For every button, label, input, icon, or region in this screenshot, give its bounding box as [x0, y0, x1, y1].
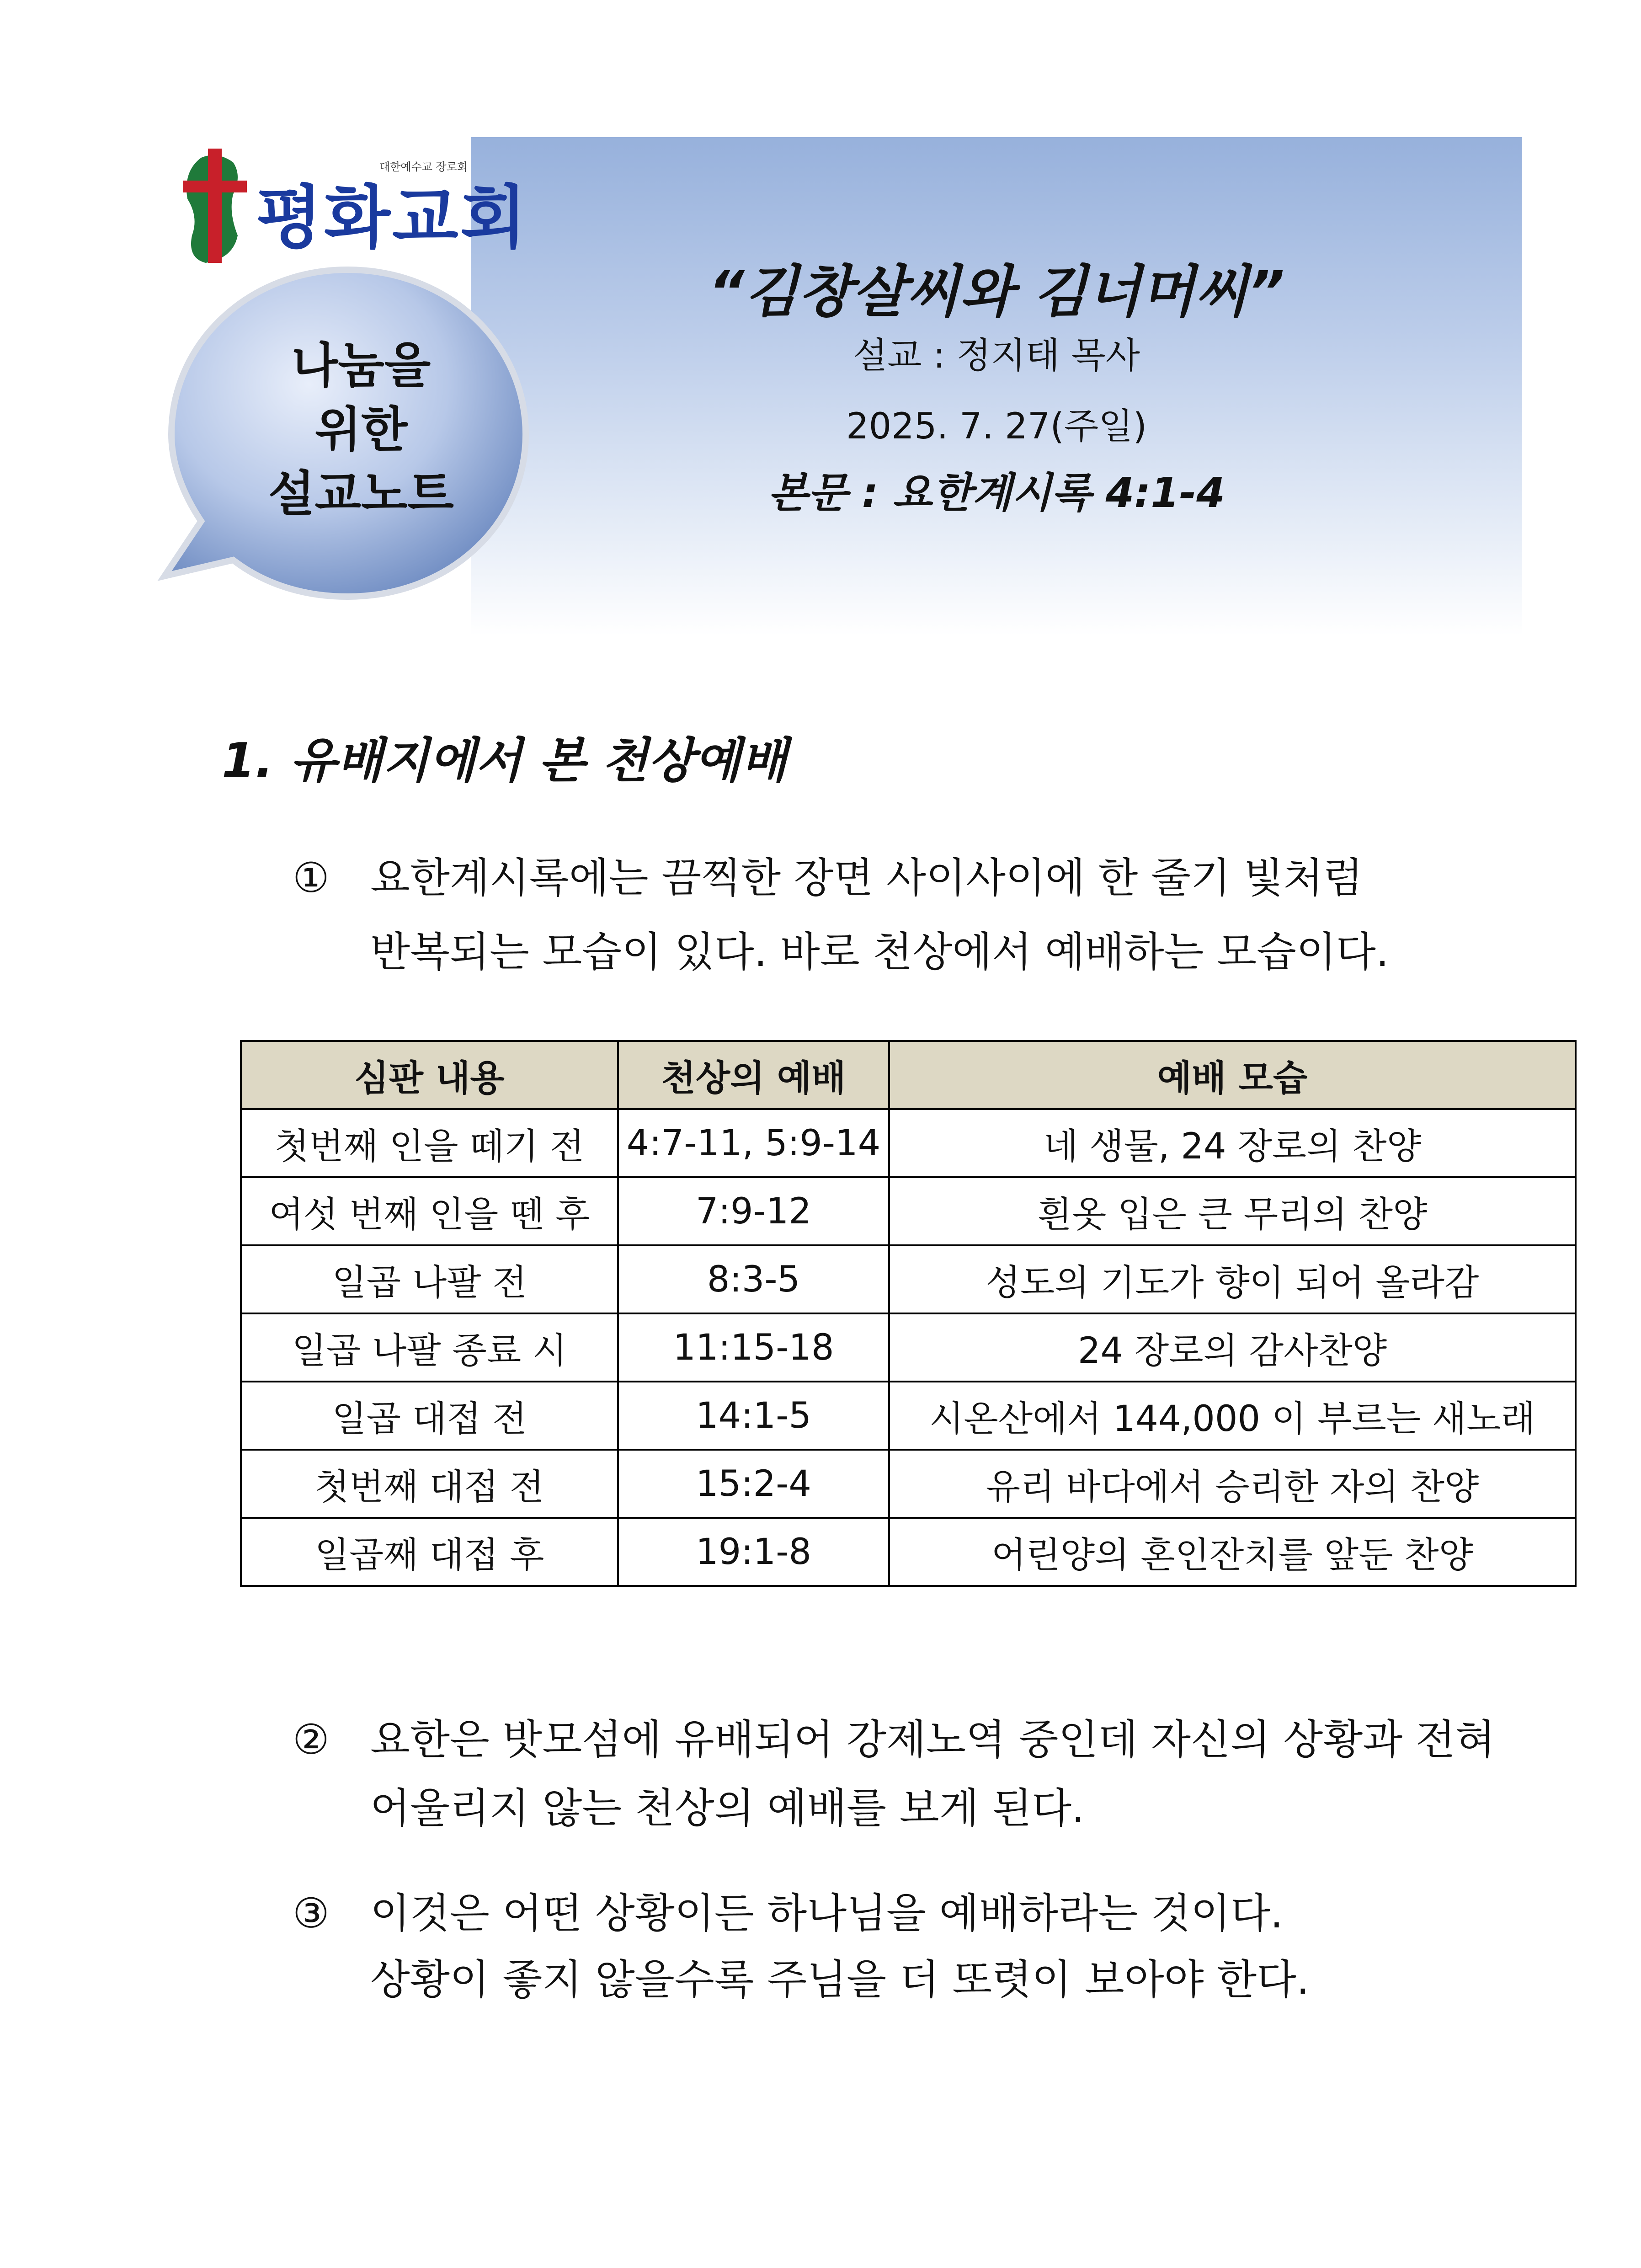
table-cell: 24 장로의 감사찬양: [889, 1313, 1576, 1382]
sermon-title: “김창살씨와 김너머씨”: [708, 259, 1285, 324]
logo-title: 평화교회: [256, 178, 528, 258]
table-cell: 시온산에서 144,000 이 부르는 새노래: [889, 1382, 1576, 1450]
paragraph-line: 요한계시록에는 끔찍한 장면 사이사이에 한 줄기 빛처럼: [370, 854, 1363, 902]
table-cell: 일곱 대접 전: [241, 1382, 618, 1450]
scripture-reference: 본문 : 요한계시록 4:1-4: [768, 469, 1225, 517]
table-cell: 네 생물, 24 장로의 찬양: [889, 1109, 1576, 1177]
paragraph-line: 요한은 밧모섬에 유배되어 강제노역 중인데 자신의 상황과 전혀: [370, 1716, 1495, 1764]
cross-logo-icon: [174, 144, 256, 267]
table-cell: 흰옷 입은 큰 무리의 찬양: [889, 1177, 1576, 1245]
table-cell: 첫번째 인을 떼기 전: [241, 1109, 618, 1177]
table-cell: 일곱째 대접 후: [241, 1518, 618, 1586]
table-row: [241, 1109, 1576, 1177]
table-cell: 19:1-8: [618, 1518, 889, 1586]
table-row: [241, 1177, 1576, 1245]
table-row: [241, 1450, 1576, 1518]
table-row: [241, 1518, 1576, 1586]
bubble-line: 설교노트: [268, 466, 454, 522]
paragraph-line: 이것은 어떤 상황이든 하나님을 예배하라는 것이다.: [370, 1889, 1284, 1937]
table-cell: 11:15-18: [618, 1313, 889, 1382]
table-header: 천상의 예배: [618, 1041, 889, 1109]
paragraph-line: 상황이 좋지 않을수록 주님을 더 또렷이 보아야 한다.: [370, 1956, 1310, 2004]
paragraph-number: ①: [293, 854, 330, 902]
section-title: 1. 유배지에서 본 천상예배: [222, 733, 787, 789]
table-cell: 일곱 나팔 전: [241, 1245, 618, 1313]
table-cell: 유리 바다에서 승리한 자의 찬양: [889, 1450, 1576, 1518]
table-cell: 15:2-4: [618, 1450, 889, 1518]
table-cell: 성도의 기도가 향이 되어 올라감: [889, 1245, 1576, 1313]
table-cell: 14:1-5: [618, 1382, 889, 1450]
preacher: 설교 : 정지태 목사: [852, 335, 1140, 376]
paragraph-3: [293, 1877, 1572, 2028]
table-cell: 여섯 번째 인을 뗀 후: [241, 1177, 618, 1245]
table-cell: 7:9-12: [618, 1177, 889, 1245]
paragraph-line: 반복되는 모습이 있다. 바로 천상에서 예배하는 모습이다.: [370, 928, 1389, 976]
table-cell: 어린양의 혼인잔치를 앞둔 찬양: [889, 1518, 1576, 1586]
worship-table: [240, 1040, 1575, 1587]
bubble-line: 나눔을: [291, 338, 431, 394]
paragraph-line: 어울리지 않는 천상의 예배를 보게 된다.: [370, 1784, 1085, 1832]
paragraph-number: ③: [293, 1889, 330, 1937]
table-cell: 8:3-5: [618, 1245, 889, 1313]
table-cell: 첫번째 대접 전: [241, 1450, 618, 1518]
table-row: [241, 1313, 1576, 1382]
table-cell: 일곱 나팔 종료 시: [241, 1313, 618, 1382]
sermon-date: 2025. 7. 27(주일): [846, 406, 1147, 447]
table-row: [241, 1245, 1576, 1313]
table-cell: 4:7-11, 5:9-14: [618, 1109, 889, 1177]
paragraph-number: ②: [293, 1716, 330, 1764]
bubble-line: 위한: [314, 402, 408, 458]
table-header-row: [241, 1041, 1576, 1109]
church-logo: [174, 144, 528, 267]
table-header: 예배 모습: [889, 1041, 1576, 1109]
paragraph-2: [293, 1703, 1572, 1854]
table-row: [241, 1382, 1576, 1450]
logo-subtitle: 대한예수교 장로회: [379, 160, 468, 173]
table-header: 심판 내용: [241, 1041, 618, 1109]
paragraph-1: [293, 841, 1527, 992]
header-banner: [471, 137, 1522, 635]
